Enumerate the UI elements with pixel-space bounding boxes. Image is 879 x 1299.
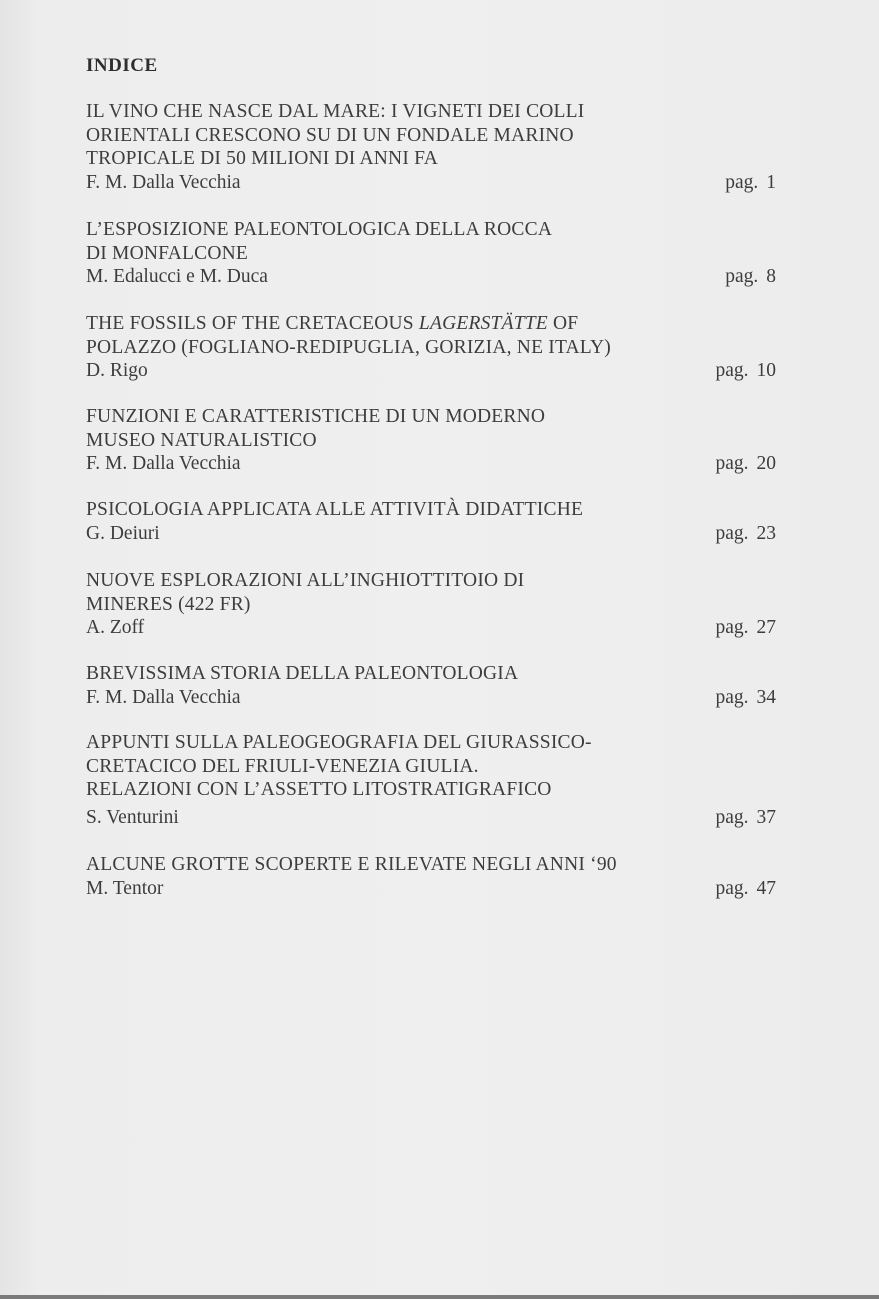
entry-author: F. M. Dalla Vecchia [86, 453, 241, 474]
entry-author: M. Tentor [86, 877, 164, 899]
entry-title-line: APPUNTI SULLA PALEOGEOGRAFIA DEL GIURASSICO- [86, 732, 592, 753]
entry-author-row [86, 265, 776, 289]
entry-page-ref [715, 877, 776, 901]
page-label: pag. [715, 686, 749, 708]
entry-author: M. Edalucci e M. Duca [86, 266, 268, 287]
page-number: 20 [756, 453, 776, 474]
entry-title-line: ALCUNE GROTTE SCOPERTE E RILEVATE NEGLI ANNI ‘90 [86, 854, 617, 875]
entry-title-line: TROPICALE DI 50 MILIONI DI ANNI FA [86, 148, 438, 169]
entry-title-line: POLAZZO (FOGLIANO-REDIPUGLIA, GORIZIA, NE ITALY) [86, 336, 611, 358]
entry-author-row [86, 359, 776, 383]
entry-title-line: RELAZIONI CON L’ASSETTO LITOSTRATIGRAFICO [86, 779, 552, 800]
entry-title-line: DI MONFALCONE [86, 242, 249, 264]
entry-author: F. M. Dalla Vecchia [86, 686, 241, 708]
page-number: 10 [756, 360, 776, 381]
entry-author-row [86, 686, 776, 710]
page-label: pag. [715, 806, 749, 828]
entry-author-row [86, 522, 776, 546]
entry-page-ref [715, 806, 776, 830]
entry-author: D. Rigo [86, 360, 148, 381]
page-title: INDICE [86, 55, 158, 76]
page-label: pag. [715, 522, 749, 544]
entry-page-ref [715, 616, 776, 640]
entry-page-ref [725, 265, 776, 289]
entry-author: A. Zoff [86, 617, 145, 638]
page-label: pag. [715, 617, 749, 638]
entry-title-line: FUNZIONI E CARATTERISTICHE DI UN MODERNO [86, 406, 546, 427]
page-label: pag. [715, 453, 749, 474]
entry-title-line: PSICOLOGIA APPLICATA ALLE ATTIVITÀ DIDATTICHE [86, 499, 584, 520]
page-label: pag. [715, 877, 749, 899]
entry-title-line [86, 312, 776, 336]
entry-title-text: OF [552, 313, 579, 334]
entry-page-ref [715, 522, 776, 546]
page-number: 1 [766, 171, 776, 193]
entry-title-line: L’ESPOSIZIONE PALEONTOLOGICA DELLA ROCCA [86, 219, 553, 240]
toc-entry [86, 569, 776, 640]
entry-title-text: THE FOSSILS OF THE CRETACEOUS [86, 313, 414, 334]
entry-author: S. Venturini [86, 806, 179, 828]
entry-page-ref [715, 359, 776, 383]
entry-author-row [86, 616, 776, 640]
entry-author-row [86, 452, 776, 476]
entry-title-line: BREVISSIMA STORIA DELLA PALEONTOLOGIA [86, 663, 519, 684]
entry-author-row [86, 877, 776, 901]
toc-entry [86, 853, 776, 900]
entry-title-line: IL VINO CHE NASCE DAL MARE: I VIGNETI DEI COLLI [86, 101, 585, 122]
entry-author: G. Deiuri [86, 522, 160, 544]
entry-title-line: MUSEO NATURALISTICO [86, 429, 317, 451]
entry-title-line: ORIENTALI CRESCONO SU DI UN FONDALE MARINO [86, 124, 574, 146]
page-number: 47 [756, 877, 776, 899]
page-number: 27 [756, 617, 776, 638]
page-number: 23 [756, 522, 776, 544]
page-number: 34 [756, 686, 776, 708]
entry-title-line: MINERES (422 FR) [86, 593, 251, 615]
entry-author-row [86, 806, 776, 830]
entry-page-ref [715, 686, 776, 710]
toc-entry [86, 218, 776, 289]
page-label: pag. [725, 171, 759, 193]
entry-title-line: CRETACICO DEL FRIULI-VENEZIA GIULIA. [86, 755, 479, 777]
toc-entry [86, 405, 776, 476]
entry-title-italic: LAGERSTÄTTE [418, 313, 548, 334]
toc-entry [86, 312, 776, 383]
toc-entry [86, 100, 776, 194]
entry-author-row [86, 171, 776, 195]
page-bottom-edge [0, 1295, 879, 1299]
toc-entry [86, 731, 776, 829]
entry-page-ref [715, 452, 776, 476]
page-label: pag. [725, 266, 759, 287]
entry-author: F. M. Dalla Vecchia [86, 171, 241, 193]
entry-title-line: NUOVE ESPLORAZIONI ALL’INGHIOTTITOIO DI [86, 570, 525, 591]
page-number: 8 [766, 266, 776, 287]
toc-entry [86, 662, 776, 709]
toc-entry [86, 498, 776, 545]
page-label: pag. [715, 360, 749, 381]
entry-page-ref [725, 171, 776, 195]
page-number: 37 [756, 806, 776, 828]
